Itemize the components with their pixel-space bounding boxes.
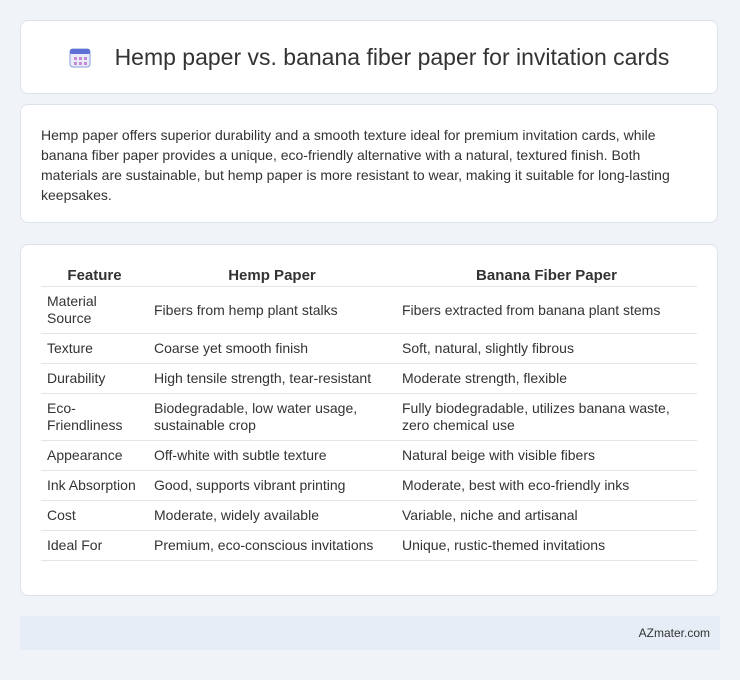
- banana-cell: Unique, rustic-themed invitations: [396, 531, 697, 561]
- feature-cell: Cost: [41, 501, 148, 531]
- banana-cell: Soft, natural, slightly fibrous: [396, 334, 697, 364]
- feature-cell: Appearance: [41, 441, 148, 471]
- table-row: [41, 471, 697, 501]
- summary-card: [20, 104, 718, 223]
- feature-cell: Ink Absorption: [41, 471, 148, 501]
- calendar-icon: [69, 46, 91, 68]
- hemp-cell: Fibers from hemp plant stalks: [148, 287, 396, 334]
- banana-cell: Fully biodegradable, utilizes banana waste, zero chemical use: [396, 394, 697, 441]
- banana-cell: Variable, niche and artisanal: [396, 501, 697, 531]
- header-card: [20, 20, 718, 94]
- hemp-cell: Good, supports vibrant printing: [148, 471, 396, 501]
- table-row: [41, 441, 697, 471]
- hemp-cell: High tensile strength, tear-resistant: [148, 364, 396, 394]
- table-row: [41, 364, 697, 394]
- table-row: [41, 531, 697, 561]
- comparison-table: [41, 263, 697, 561]
- table-header-row: [41, 263, 697, 287]
- feature-cell: Texture: [41, 334, 148, 364]
- banana-cell: Moderate, best with eco-friendly inks: [396, 471, 697, 501]
- table-row: [41, 334, 697, 364]
- footer-brand-link[interactable]: AZmater.com: [638, 626, 710, 640]
- banana-cell: Fibers extracted from banana plant stems: [396, 287, 697, 334]
- banana-cell: Natural beige with visible fibers: [396, 441, 697, 471]
- table-row: [41, 501, 697, 531]
- summary-text: Hemp paper offers superior durability and a smooth texture ideal for premium invitation cards, while banana fiber paper provides a unique, eco-friendly alternative with a natural, textured finish. Both materials are sustainable, but hemp paper is more resistant to wear, making it suitable for long-lasting keepsakes.: [41, 127, 670, 203]
- hemp-cell: Off-white with subtle texture: [148, 441, 396, 471]
- hemp-cell: Coarse yet smooth finish: [148, 334, 396, 364]
- hemp-cell: Premium, eco-conscious invitations: [148, 531, 396, 561]
- table-row: [41, 394, 697, 441]
- column-header-feature: Feature: [41, 263, 148, 287]
- feature-cell: Eco-Friendliness: [41, 394, 148, 441]
- column-header-hemp: Hemp Paper: [148, 263, 396, 287]
- feature-cell: Material Source: [41, 287, 148, 334]
- table-row: [41, 287, 697, 334]
- feature-cell: Durability: [41, 364, 148, 394]
- banana-cell: Moderate strength, flexible: [396, 364, 697, 394]
- column-header-banana: Banana Fiber Paper: [396, 263, 697, 287]
- comparison-card: [20, 244, 718, 596]
- hemp-cell: Biodegradable, low water usage, sustainable crop: [148, 394, 396, 441]
- feature-cell: Ideal For: [41, 531, 148, 561]
- page-title: Hemp paper vs. banana fiber paper for invitation cards: [114, 43, 670, 70]
- hemp-cell: Moderate, widely available: [148, 501, 396, 531]
- footer-bar: [20, 616, 720, 650]
